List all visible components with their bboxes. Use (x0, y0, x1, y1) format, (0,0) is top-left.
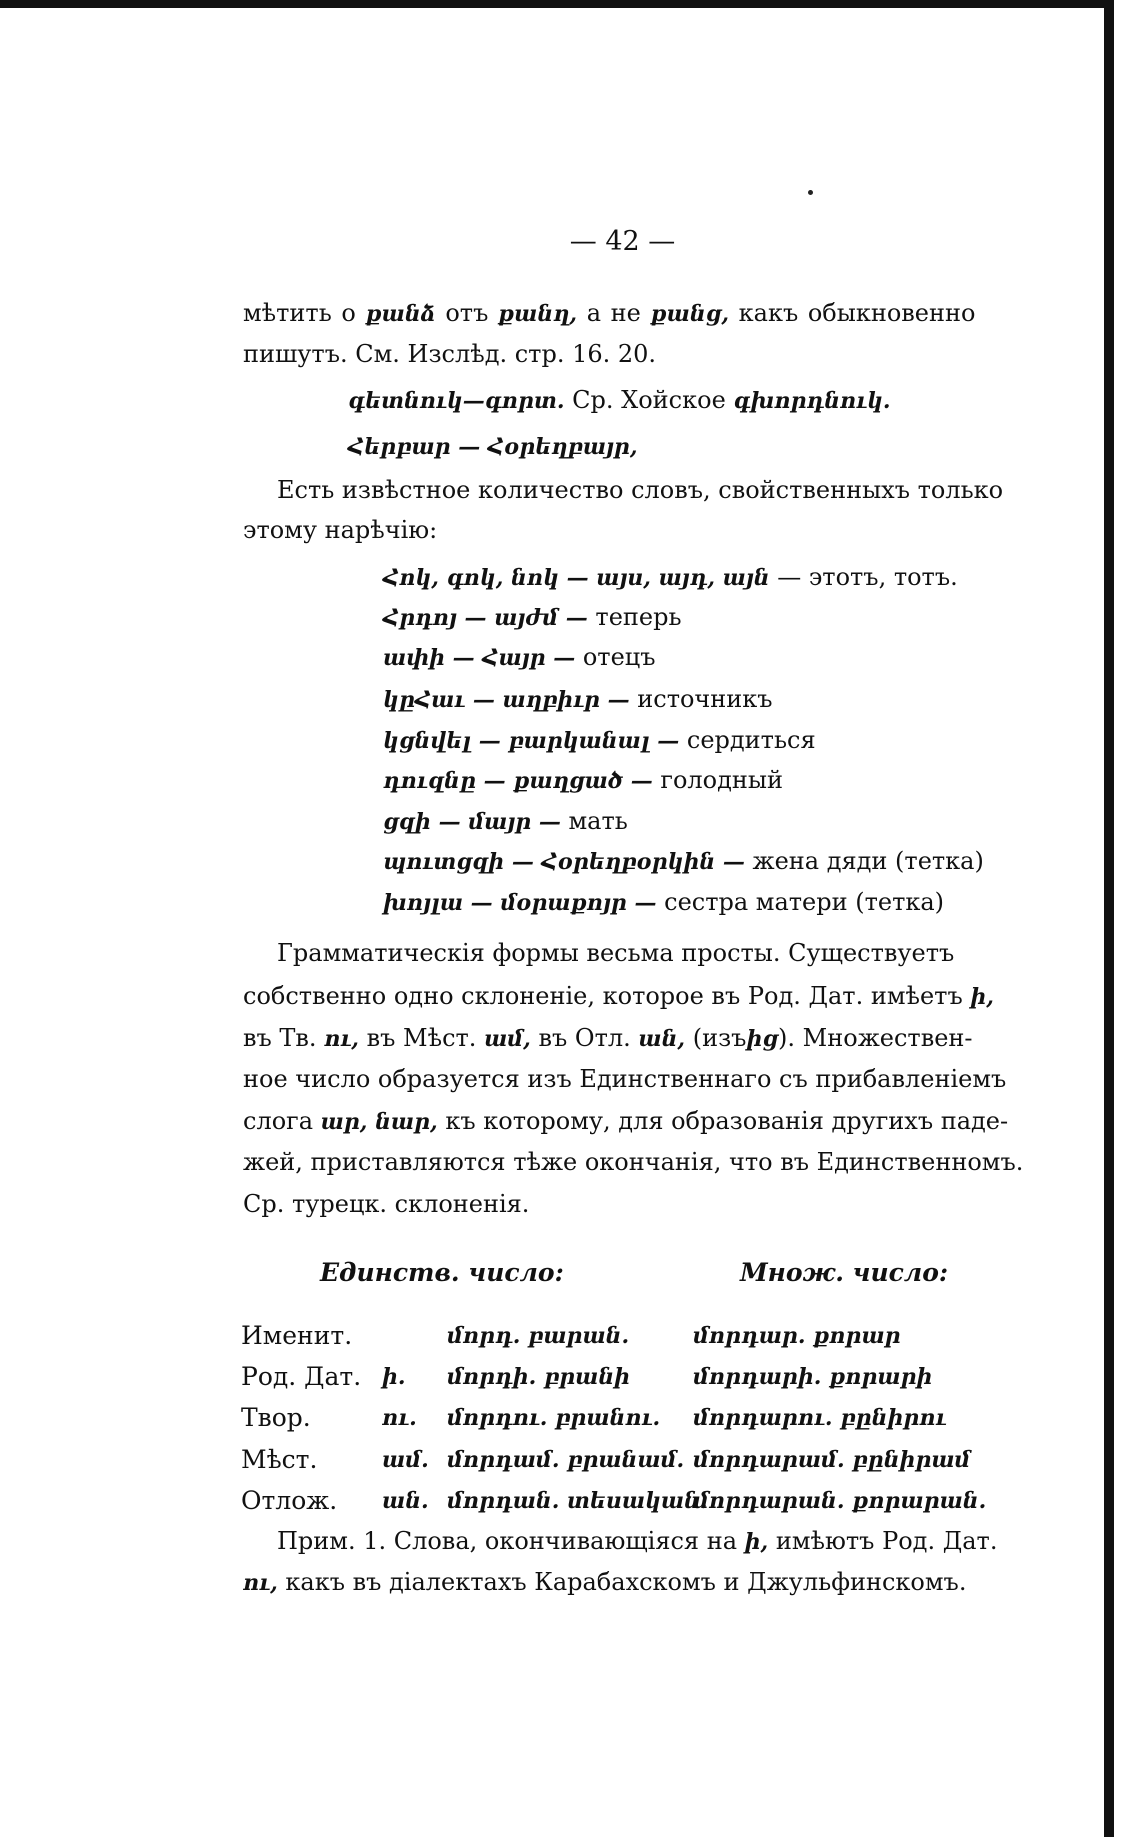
armenian-word: կցնվել — բարկանալ — (383, 728, 680, 754)
vocab-item (383, 641, 656, 674)
plural-form: մորդար. քորար (693, 1323, 901, 1349)
case-ending: ան. (382, 1488, 429, 1514)
top-border-line (0, 0, 1108, 8)
armenian-word: ու, (324, 1026, 359, 1052)
armenian-word: ամ, (484, 1026, 531, 1052)
russian-meaning: — этотъ, тотъ. (777, 563, 958, 591)
case-name: Род. Дат. (241, 1362, 362, 1391)
intro-line-3 (348, 384, 891, 417)
russian-meaning: сестра матери (тетка) (664, 888, 945, 916)
plural-form: մորդարան. քորարան. (693, 1488, 987, 1514)
paragraph-2-line-4: ное число образуется изъ Единственнаго съ прибавленіемъ (243, 1065, 1007, 1093)
paragraph-2-line-3 (243, 1022, 973, 1055)
case-ending: ի. (382, 1364, 406, 1390)
armenian-word: քանց, (650, 301, 729, 327)
vocab-item (383, 561, 958, 594)
paragraph-1-line-1: Есть извѣстное количество словъ, свойственныхъ только (277, 476, 1004, 504)
armenian-word: գխորդնուկ. (733, 388, 891, 414)
text: отъ (445, 299, 489, 327)
text: (изъ (692, 1024, 747, 1052)
armenian-word: ի, (744, 1529, 769, 1555)
text: собственно одно склоненіе, которое въ Род. Дат. имѣетъ (243, 982, 963, 1010)
singular-form: մորդան. տեսական. (447, 1488, 708, 1514)
text: какъ обыкновенно (738, 299, 976, 327)
case-name: Мѣст. (241, 1445, 318, 1474)
intro-line-1 (243, 297, 975, 330)
armenian-word: ար, նար, (320, 1109, 438, 1135)
russian-meaning: источникъ (637, 685, 773, 713)
singular-form: մորդի. բրանի (447, 1364, 631, 1390)
case-ending: ու. (382, 1405, 417, 1431)
armenian-word: ափի — Հայր — (383, 645, 576, 671)
armenian-word: Հոկ, գոկ, նոկ — այս, այդ, այն (383, 565, 770, 591)
singular-form: մորդամ. բրանամ. (447, 1447, 685, 1473)
case-name: Именит. (241, 1321, 353, 1350)
vocab-item (383, 764, 783, 797)
text: Ср. Хойское (572, 386, 726, 414)
russian-meaning: отецъ (582, 643, 656, 671)
case-name: Твор. (241, 1403, 311, 1432)
text: слога (243, 1107, 314, 1135)
paragraph-2-line-1: Грамматическія формы весьма просты. Существуетъ (277, 939, 955, 967)
text: къ которому, для образованія другихъ паде- (445, 1107, 1009, 1135)
note-line-2 (243, 1566, 966, 1599)
intro-line-4 (348, 430, 638, 463)
text: Прим. 1. Слова, окончивающіяся на (277, 1527, 737, 1555)
vocab-item (383, 886, 944, 919)
paragraph-2-line-7: Ср. турецк. склоненія. (243, 1190, 530, 1218)
vocab-item (383, 601, 682, 634)
armenian-word: քանղ, (497, 301, 578, 327)
russian-meaning: теперь (595, 603, 682, 631)
russian-meaning: сердиться (686, 726, 816, 754)
armenian-word: Հերբար — Հօրեղբայր, (348, 434, 638, 460)
paragraph-1-line-2: этому нарѣчію: (243, 516, 438, 544)
text: а не (586, 299, 641, 327)
armenian-word: ցզի — մայր — (383, 809, 561, 835)
case-name: Отлож. (241, 1486, 338, 1515)
intro-line-2: пишутъ. См. Изслѣд. стр. 16. 20. (243, 340, 657, 368)
singular-column-heading: Единств. число: (320, 1258, 564, 1287)
armenian-word: գետնուկ—գորտ. (348, 388, 565, 414)
case-ending: ամ. (382, 1447, 429, 1473)
note-line-1 (277, 1525, 997, 1558)
plural-form: մորդարի. քորարի (693, 1364, 933, 1390)
text: имѣютъ Род. Дат. (775, 1527, 998, 1555)
text: ). Множествен- (778, 1024, 973, 1052)
vocab-item (383, 724, 816, 757)
russian-meaning: голодный (660, 766, 783, 794)
ink-speck (808, 190, 813, 195)
text: въ Тв. (243, 1024, 317, 1052)
russian-meaning: мать (568, 807, 628, 835)
vocab-item (383, 805, 628, 838)
plural-form: մորդարու. բընիրու (693, 1405, 947, 1431)
singular-form: մորդ. բարան. (447, 1323, 630, 1349)
armenian-word: ան, (638, 1026, 686, 1052)
paragraph-2-line-5 (243, 1105, 1008, 1138)
russian-meaning: жена дяди (тетка) (752, 847, 984, 875)
text: въ Мѣст. (366, 1024, 477, 1052)
paragraph-2-line-2 (243, 980, 994, 1013)
armenian-word: ու, (243, 1570, 278, 1596)
text: какъ въ діалектахъ Карабахскомъ и Джульфинскомъ. (285, 1568, 967, 1596)
plural-form: մորդարամ. բընիրամ (693, 1447, 971, 1473)
text: мѣтить о (243, 299, 356, 327)
armenian-word: խոյլա — մօրաքոյր — (383, 890, 657, 916)
vocab-item (383, 845, 984, 878)
text: въ Отл. (538, 1024, 631, 1052)
armenian-word: պուտցզի — Հօրեղբօրկին — (383, 849, 745, 875)
vocab-item (383, 683, 773, 716)
paragraph-2-line-6: жей, приставляются тѣже окончанія, что въ Единственномъ. (243, 1148, 1024, 1176)
singular-form: մորդու. բրանու. (447, 1405, 661, 1431)
armenian-word: քանձ (365, 301, 436, 327)
armenian-word: Հրդոյ — այժմ — (383, 605, 588, 631)
right-border-line (1104, 0, 1114, 1837)
armenian-word: դուզնը — քաղցած — (383, 768, 653, 794)
armenian-word: կըՀաւ — աղբիւր — (383, 687, 630, 713)
armenian-word: ից (746, 1026, 779, 1052)
plural-column-heading: Множ. число: (740, 1258, 949, 1287)
armenian-word: ի, (970, 984, 994, 1010)
page-number: — 42 — (569, 226, 676, 257)
